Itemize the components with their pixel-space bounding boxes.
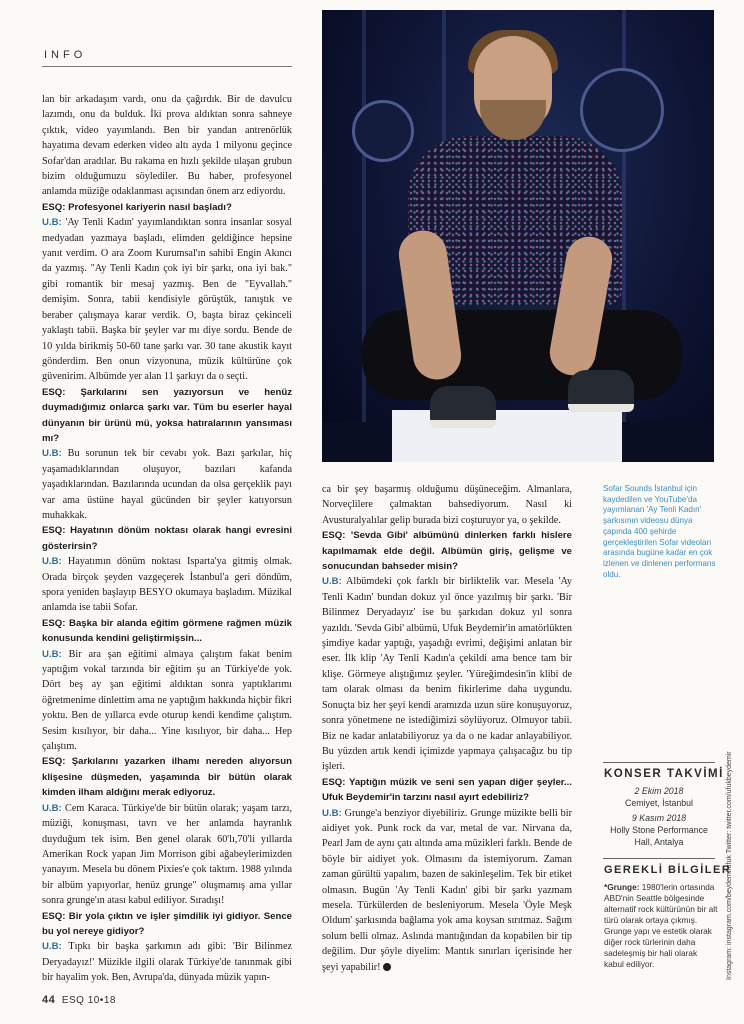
social-credit: Instagram: instagram.com/beydemirufuk Twitter: twitter.com/ufukbeydemir <box>726 751 733 980</box>
concert-date-2: 9 Kasım 2018 <box>631 813 687 823</box>
answer <box>42 801 292 909</box>
page-number: 44 <box>42 994 56 1006</box>
question: ESQ: Profesyonel kariyerin nasıl başladı? <box>42 201 232 213</box>
info-term: *Grunge: <box>604 882 640 892</box>
answer-text: Bir ara şan eğitimi almaya çalıştım fakat benim yaptığım vokal tarzında bir eğitim şu an Türkiye'de yok. Dört beş ay şan eğitimi aldıktan sonra yaptıklarımı öğretmenime dinlettim ama ne yaptığım hakkında hiçbir fikri yoktu. Ben de yıllarca evde oturup kendi kendime çalıştım. Sesim kısılıyor, bir daha... Yine kısılıyor, bir daha... Hep çalıştım. <box>42 648 292 753</box>
paragraph: ca bir şey başarmış olduğumu düşüneceğim. Almanlara, Norveçlilere çalmaktan bahsediyorum. Nasıl ki Avusturalyalılar gelip burada bizi coşturuyor ya, o şekilde. <box>322 484 572 526</box>
info-text <box>604 882 718 970</box>
concert-date-1: 2 Ekim 2018 <box>634 786 684 796</box>
answer <box>42 554 292 616</box>
speaker-initials: U.B: <box>42 217 62 229</box>
speaker-initials: U.B: <box>42 648 62 660</box>
question: ESQ: Yaptığın müzik ve seni sen yapan diğer şeyler... Ufuk Beydemir'in tarzını nasıl ayırt edebiliriz? <box>322 776 572 804</box>
section-rule <box>42 66 292 67</box>
page-footer <box>42 994 116 1006</box>
speaker-initials: U.B: <box>322 807 342 819</box>
concert-rule <box>603 762 715 763</box>
speaker-initials: U.B: <box>42 556 62 568</box>
info-title: GEREKLİ BİLGİLER <box>604 864 732 876</box>
question: ESQ: Başka bir alanda eğitim görmene rağmen müzik konusunda kendini geliştirmişsin... <box>42 617 292 645</box>
answer-text: Grunge'a benziyor diyebiliriz. Grunge müzikte belli bir aidiyet yok. Punk rock da var, metal de var. Nirvana da, Pearl Jam de aynı çatı altında ama müzikleri farklı. Bende de böyle bir aidiyet yok. Olmasını da istemiyorum. Zaman zaman gürültü yapalım, bazen de sakinleşelim. Tek bir etiket olmasın. Bugün 'Ay Tenli Kadın' gibi bir şarkı yazmam mesela. Türkülerden de besleniyorum. Mesela 'Öyle Meşk Oldum' şarkısında bağlama yok ama koysan sırıtmaz. Sağım solum belli olmaz. Aslında mantığından da kopabilen bir tip değilim. Dur şöyle diyelim: Mantık sınırları içerisinde her şeyi yapabilir! <box>322 807 572 973</box>
concert-place-2: Holly Stone Performance Hall, Antalya <box>610 825 708 847</box>
info-body: 1980'lerin ortasında ABD'nin Seattle bölgesinde alternatif rock kültürünün bir alt türü olarak ortaya çıkmış. Grunge yapı ve estetik olarak diğer rock türlerinin daha sadeleşmiş bir hali olarak kabul ediliyor. <box>604 882 718 969</box>
answer-text: Bu sorunun tek bir cevabı yok. Bazı şarkılar, hiç yaşamadıklarından oluşuyor, bazıları kafanda yaşadıklarından. Bazılarında ucundan da olsa gerçeklik payı var ama üstüne hayal gücünden bir şeyler katıyorsun muhakkak. <box>42 448 292 521</box>
answer-text: Cem Karaca. Türkiye'de bir bütün olarak; yaşam tarzı, müziği, konuşması, tavrı ve her anlamda hayranlık duyduğum tek isim. Ben genel olarak 60'lı,70'li yıllarda Amerikan Rock yapan Jim Morrison gibi ağabeylerimizden yanayım. Mesela bu dönem Pixies'e çok taktım. 1988 yılında bir albüm yapıyorlar, henüz grunge" oluşmamış ama yıllar sonra grunge'ın atası kabul ediliyor. Sıradışı! <box>42 802 292 907</box>
speaker-initials: U.B: <box>42 802 62 814</box>
question: ESQ: Bir yola çıktın ve işler şimdilik iyi gidiyor. Sence bu yol nereye gidiyor? <box>42 910 292 937</box>
portrait-photo <box>322 10 714 462</box>
answer <box>42 446 292 523</box>
answer-text: Tıpkı bir başka şarkımın adı gibi: 'Bir Bilinmez Deryadayız!' Müzikle ilgili olarak Türkiye'de tanınmak gibi bir hayalim yok. Ben, Avrupa'da, dünyada müzik yapın- <box>42 941 292 984</box>
info-rule <box>603 858 715 859</box>
answer <box>42 215 292 384</box>
question: ESQ: Şarkılarını yazarken ilhamı nereden alıyorsun klişesine düşmeden, yaşamında bir bütün olarak kimden ilham aldığını merak ediyoruz. <box>42 756 292 799</box>
paragraph: lan bir arkadaşım vardı, onu da çağırdık. Bir de davulcu lazımdı, onu da bulduk. İki prova aldıktan sonra sahneye çıktık, video yayımlandı. Ben bir yandan antrenörlük hayatıma devam ederken video altı ayda 1 milyonu geçince Sofar'dan aradılar. Bu rakama en hızlı şekilde ulaşan grubun bizim olduğumuzu söylediler. Bu haber, profesyonel anlamda müziğe odaklanması açısından önem arz ediyordu. <box>42 94 292 198</box>
answer <box>322 806 572 975</box>
article-column-middle <box>322 482 572 975</box>
photo-caption: Sofar Sounds İstanbul için kaydedilen ve YouTube'da yayımlanan 'Ay Tenli Kadın' şarkısının videosu dünya çapında 400 şehirde gerçekleştirilen Sofar videoları arasında bugüne kadar en çok izlenen ve dinlenen performans oldu. <box>603 484 716 579</box>
answer-text: 'Ay Tenli Kadın' yayımlandıktan sonra insanlar sosyal medyadan yazmaya başladı, elimden geldiğince hepsine yanıt verdim. O ara Zoom Kurumsal'ın sahibi Engin Akıncı da yazmış. "Ay Tenli Kadın çok iyi bir şarkı, ona iyi bak." gibi romantik bir mesaj yazmış. Ben de "Eyvallah." demişim. Sonra, tabii kendisiyle görüştük, tanıştık ve beraber çalışmaya karar verdik. O, başta biraz çekinceli yaklaştı tabii. Başka bir şeyler var mı diye sordu. Bende de 10 yılda birikmiş 50-60 tane şarkı var. 30 tane akustik kayıt gönderdim. Ben onun vizyonuna, müzik kültürüne çok güvenirim. Albümde yer alan 11 şarkıyı da o seçti. <box>42 217 292 383</box>
answer <box>42 647 292 755</box>
question: ESQ: 'Sevda Gibi' albümünü dinlerken farklı hislere kapılmamak elde değil. Albümün giriş, gelişme ve sonucundan bahseder misin? <box>322 530 572 573</box>
question: ESQ: Hayatının dönüm noktası olarak hangi evresini gösterirsin? <box>42 525 292 552</box>
end-mark-icon <box>383 963 391 971</box>
answer <box>322 574 572 774</box>
speaker-initials: U.B: <box>42 941 62 953</box>
article-column-left <box>42 92 292 986</box>
section-label: INFO <box>44 49 87 61</box>
concert-place-1: Cemiyet, İstanbul <box>625 798 693 808</box>
question: ESQ: Şarkılarını sen yazıyorsun ve henüz duymadığımız onlarca şarkı var. Tüm bu eserler hayal dünyanın bir ürünü mü, yoksa hatıralarının yansıması mı? <box>42 386 292 444</box>
answer <box>42 939 292 985</box>
answer-text: Albümdeki çok farklı bir birliktelik var. Mesela 'Ay Tenli Kadın' bundan dokuz yıl önce yazılmış bir şarkı. 'Bir Bilinmez Deryadayız' ise bu şarkıdan dokuz yıl sonra yazıldı. 'Sevda Gibi' albümü, Ufuk Beydemir'in amatörlükten şimdiye kadar yaptığı, yaşadığı evrimi, değişimi anlatan bir eser. İlk klip 'Ay Tenli Kadın'a çekildi ama bence tam bir klişe. Görmeye alıştığımız şeyler. 'Yüreğimdesin'in klibi de tam olarak olması da benim fikirlerime daha uygundu. Sonuçta biz her şeyi kendi aramızda uzun süre konuşuyoruz, sonra yönetmene ne istediğimizi söylüyoruz. Olmuyor tabii. Biz ne kadar anlatabiliyoruz ya da o ne kadar anlayabiliyor. Bu yüzden artık kendi içimizde yapmaya çalışacağız bu tip işleri. <box>322 576 572 773</box>
speaker-initials: U.B: <box>42 448 62 460</box>
speaker-initials: U.B: <box>322 576 342 588</box>
magazine-issue: ESQ 10•18 <box>61 995 116 1006</box>
answer-text: Hayatımın dönüm noktası Isparta'ya gitmiş olmak. Orada birçok şeyden vazgeçerek İstanbul'a geri döndüm, spora yeniden başlayıp BESYO okumaya başladım. Müzikal anlamda ise tabii Sofar. <box>42 556 292 614</box>
concert-title: KONSER TAKVİMİ <box>604 768 724 780</box>
